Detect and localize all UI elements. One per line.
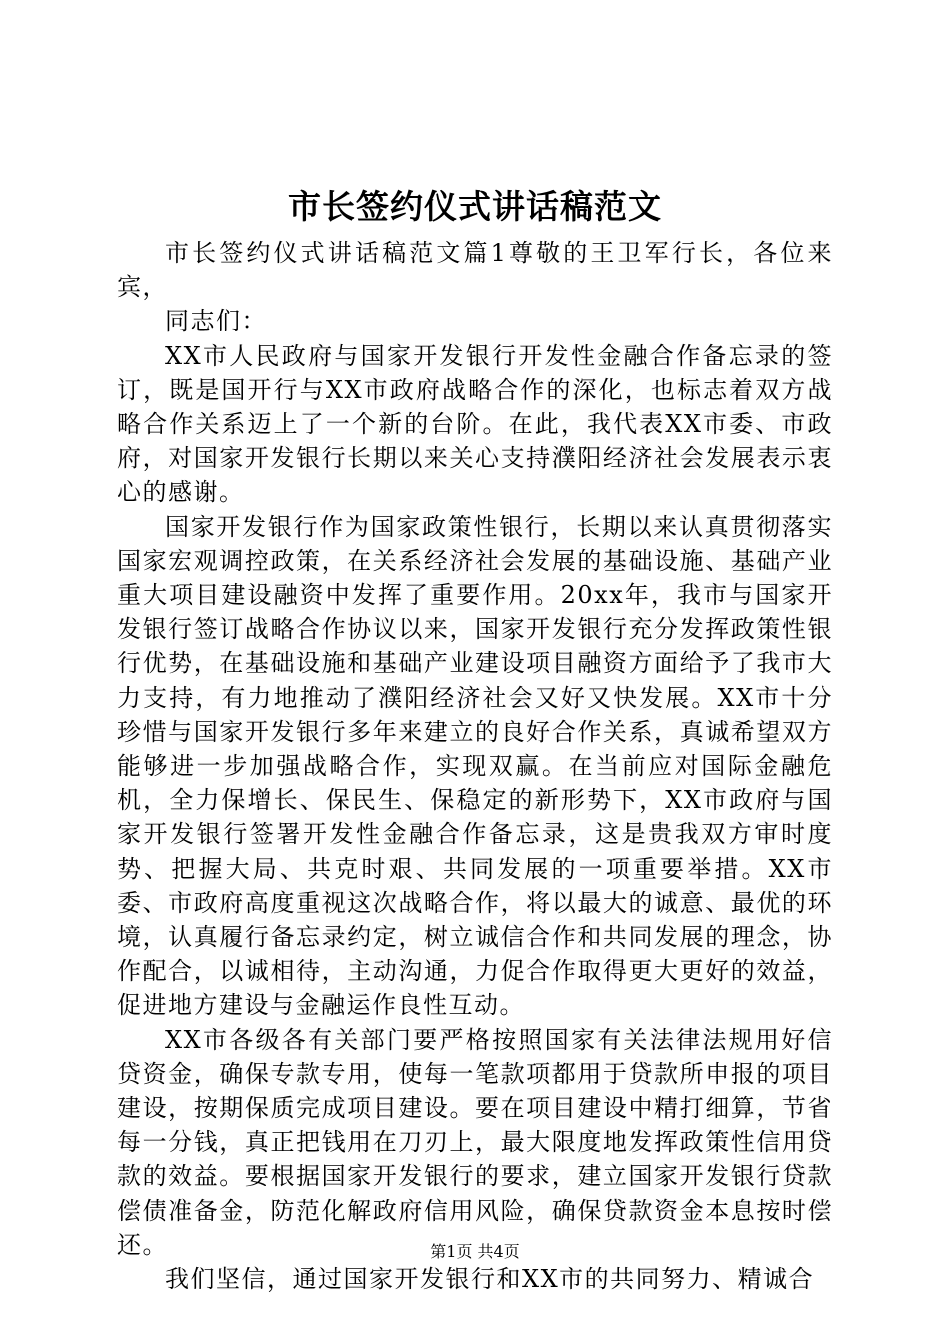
- paragraph: 国家开发银行作为国家政策性银行，长期以来认真贯彻落实国家宏观调控政策，在关系经济社会发展的基础设施、基础产业重大项目建设融资中发挥了重要作用。20xx年，我市与国家开发银行签订战略合作协议以来，国家开发银行充分发挥政策性银行优势，在基础设施和基础产业建设项目融资方面给予了我市大力支持，有力地推动了濮阳经济社会又好又快发展。XX市十分珍惜与国家开发银行多年来建立的良好合作关系，真诚希望双方能够进一步加强战略合作，实现双赢。在当前应对国际金融危机，全力保增长、保民生、保稳定的新形势下，XX市政府与国家开发银行签署开发性金融合作备忘录，这是贵我双方审时度势、把握大局、共克时艰、共同发展的一项重要举措。XX市委、市政府高度重视这次战略合作，将以最大的诚意、最优的环境，认真履行备忘录约定，树立诚信合作和共同发展的理念，协作配合，以诚相待，主动沟通，力促合作取得更大更好的效益，促进地方建设与金融运作良性互动。: [117, 512, 833, 1020]
- paragraph: 市长签约仪式讲话稿范文篇1尊敬的王卫军行长，各位来宾，: [117, 239, 833, 302]
- page-footer: 第1页 共4页: [430, 1242, 520, 1261]
- paragraph: 我们坚信，通过国家开发银行和XX市的共同努力、精诚合: [165, 1265, 815, 1294]
- document-body: [117, 236, 833, 1296]
- paragraph: XX市各级各有关部门要严格按照国家有关法律法规用好信贷资金，确保专款专用，使每一笔款项都用于贷款所申报的项目建设，按期保质完成项目建设。要在项目建设中精打细算，节省每一分钱，真正把钱用在刀刃上，最大限度地发挥政策性信用贷款的效益。要根据国家开发银行的要求，建立国家开发银行贷款偿债准备金，防范化解政府信用风险，确保贷款资金本息按时偿还。: [117, 1025, 833, 1259]
- document-title: 市长签约仪式讲话稿范文: [288, 187, 662, 226]
- paragraph: XX市人民政府与国家开发银行开发性金融合作备忘录的签订，既是国开行与XX市政府战略合作的深化，也标志着双方战略合作关系迈上了一个新的台阶。在此，我代表XX市委、市政府，对国家开发银行长期以来关心支持濮阳经济社会发展表示衷心的感谢。: [117, 341, 833, 507]
- paragraph: 同志们：: [165, 307, 267, 336]
